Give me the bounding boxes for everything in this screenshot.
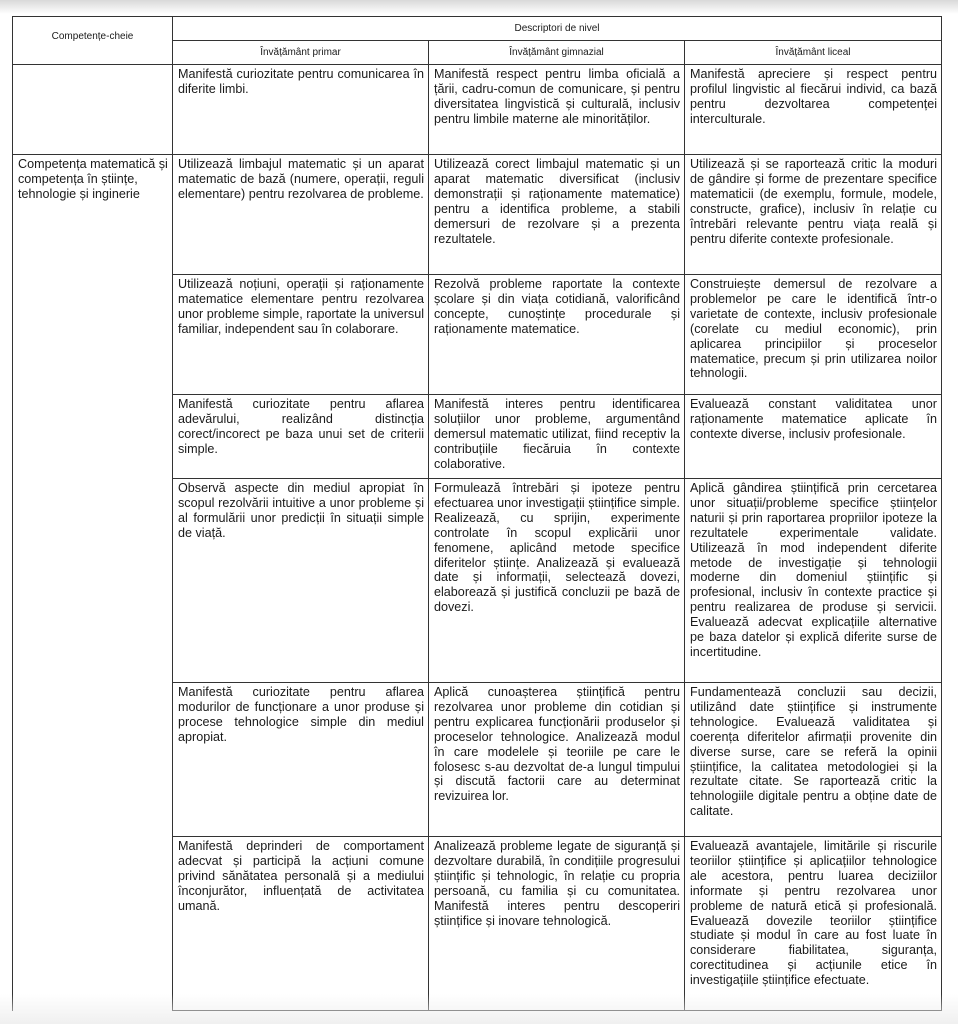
- primary-descriptor: Manifestă curiozitate pentru comunicarea în diferite limbi.: [173, 65, 429, 155]
- competence-cell-math-science: Competența matematică și competența în științe, tehnologie și inginerie: [13, 155, 173, 1011]
- header-level-descriptors: Descriptori de nivel: [173, 17, 942, 41]
- upper-secondary-descriptor: Aplică gândirea științifică prin cercetarea unor situații/probleme specifice științelor naturii și prin raportarea propriilor ipoteze la rezultatele experimentale validate. Utilizează în mod independent diferite metode de investigație și tehnologii moderne din domeniul științific și profesional, inclusiv în contexte practice și pentru realizarea de produse și servicii. Evaluează adecvat explicațiile alternative pe baza datelor și explică diferite surse de incertitudine.: [685, 479, 942, 683]
- lower-secondary-descriptor: Formulează întrebări și ipoteze pentru efectuarea unor investigații științifice simple. Realizează, cu sprijin, experimente controlate în scopul explicării unor fenomene, aplicând metode specifice diferitelor științe. Analizează și evaluează date și informații, selectează dovezi, elaborează și justifică concluzii pe bază de dovezi.: [429, 479, 685, 683]
- header-lower-secondary: Învățământ gimnazial: [429, 41, 685, 65]
- primary-descriptor: Observă aspecte din mediul apropiat în scopul rezolvării intuitive a unor probleme și al formulării unor predicții în situații simple de viață.: [173, 479, 429, 683]
- lower-secondary-descriptor: Manifestă respect pentru limba oficială a țării, cadru-comun de comunicare, și pentru diversitatea lingvistică și culturală, inclusiv pentru limbile materne ale minorităților.: [429, 65, 685, 155]
- upper-secondary-descriptor: Utilizează și se raportează critic la moduri de gândire și forme de prezentare specifice matematicii (de exemplu, formule, modele, constructe, grafice), inclusiv în relație cu întrebări relevante pentru viața reală și pentru diferite contexte profesionale.: [685, 155, 942, 275]
- header-primary: Învățământ primar: [173, 41, 429, 65]
- header-key-competences: Competențe-cheie: [13, 17, 173, 65]
- upper-secondary-descriptor: Construiește demersul de rezolvare a problemelor pe care le identifică într-o varietate de contexte, inclusiv profesionale (corelate cu mediul economic), prin aplicarea principiilor și proceselor matematice, precum și prin utilizarea noilor tehnologii.: [685, 275, 942, 395]
- table-row: [13, 155, 942, 275]
- upper-secondary-descriptor: Manifestă apreciere și respect pentru profilul lingvistic al fiecărui individ, ca bază pentru dezvoltarea competenței interculturale.: [685, 65, 942, 155]
- lower-secondary-descriptor: Analizează probleme legate de siguranță și dezvoltare durabilă, în condițiile progresului științific și tehnologic, în relație cu propria persoană, cu familia și cu comunitatea. Manifestă interes pentru descoperiri științifice și inovare tehnologică.: [429, 837, 685, 1011]
- table-row: [13, 65, 942, 155]
- header-upper-secondary: Învățământ liceal: [685, 41, 942, 65]
- upper-secondary-descriptor: Evaluează constant validitatea unor raționamente matematice aplicate în contexte diverse, inclusiv profesionale.: [685, 395, 942, 479]
- primary-descriptor: Manifestă deprinderi de comportament adecvat și participă la acțiuni comune privind sănătatea personală și a mediului înconjurător, influențată de activitatea umană.: [173, 837, 429, 1011]
- primary-descriptor: Manifestă curiozitate pentru aflarea modurilor de funcționare a unor produse și procese tehnologice simple din mediul apropiat.: [173, 683, 429, 837]
- primary-descriptor: Manifestă curiozitate pentru aflarea adevărului, realizând distincția corect/incorect pe baza unui set de criterii simple.: [173, 395, 429, 479]
- competence-cell: [13, 65, 173, 155]
- lower-secondary-descriptor: Rezolvă probleme raportate la contexte școlare și din viața cotidiană, valorificând concepte, cunoștințe procedurale și raționamente matematice.: [429, 275, 685, 395]
- lower-secondary-descriptor: Utilizează corect limbajul matematic și un aparat matematic diversificat (inclusiv demonstrații și raționamente matematice) pentru a identifica probleme, a stabili demersuri de rezolvare și a prezenta rezultatele.: [429, 155, 685, 275]
- primary-descriptor: Utilizează limbajul matematic și un aparat matematic de bază (numere, operații, reguli elementare) pentru rezolvarea de probleme.: [173, 155, 429, 275]
- primary-descriptor: Utilizează noțiuni, operații și raționamente matematice elementare pentru rezolvarea unor probleme simple, raportate la universul familiar, independent sau în colaborare.: [173, 275, 429, 395]
- page-top-shadow: [0, 0, 958, 14]
- upper-secondary-descriptor: Evaluează avantajele, limitările și riscurile teoriilor științifice și aplicațiilor tehnologice ale acestora, pentru luarea deciziilor informate și pentru rezolvarea unor probleme de natură etică și profesională. Evaluează dovezile teoriilor științifice studiate și modul în care au fost luate în considerare fiabilitatea, siguranța, corectitudinea și acțiunile etice în investigațiile științifice efectuate.: [685, 837, 942, 1011]
- competence-descriptors-table: [12, 16, 942, 1011]
- lower-secondary-descriptor: Manifestă interes pentru identificarea soluțiilor unor probleme, argumentând demersul matematic utilizat, fiind receptiv la contribuțiile fiecăruia în contexte colaborative.: [429, 395, 685, 479]
- lower-secondary-descriptor: Aplică cunoașterea științifică pentru rezolvarea unor probleme din cotidian și pentru explicarea funcționării produselor și proceselor tehnologice. Analizează modul în care modelele și teoriile pe care le folosesc s-au dezvoltat de-a lungul timpului și discută factorii care au determinat revizuirea lor.: [429, 683, 685, 837]
- upper-secondary-descriptor: Fundamentează concluzii sau decizii, utilizând date științifice și instrumente tehnologice. Evaluează validitatea și coerența diferitelor afirmații provenite din diverse surse, care se referă la opinii științifice, la calitatea metodologiei și la rezultate citate. Se raportează critic la tehnologiile digitale pentru a obține date de calitate.: [685, 683, 942, 837]
